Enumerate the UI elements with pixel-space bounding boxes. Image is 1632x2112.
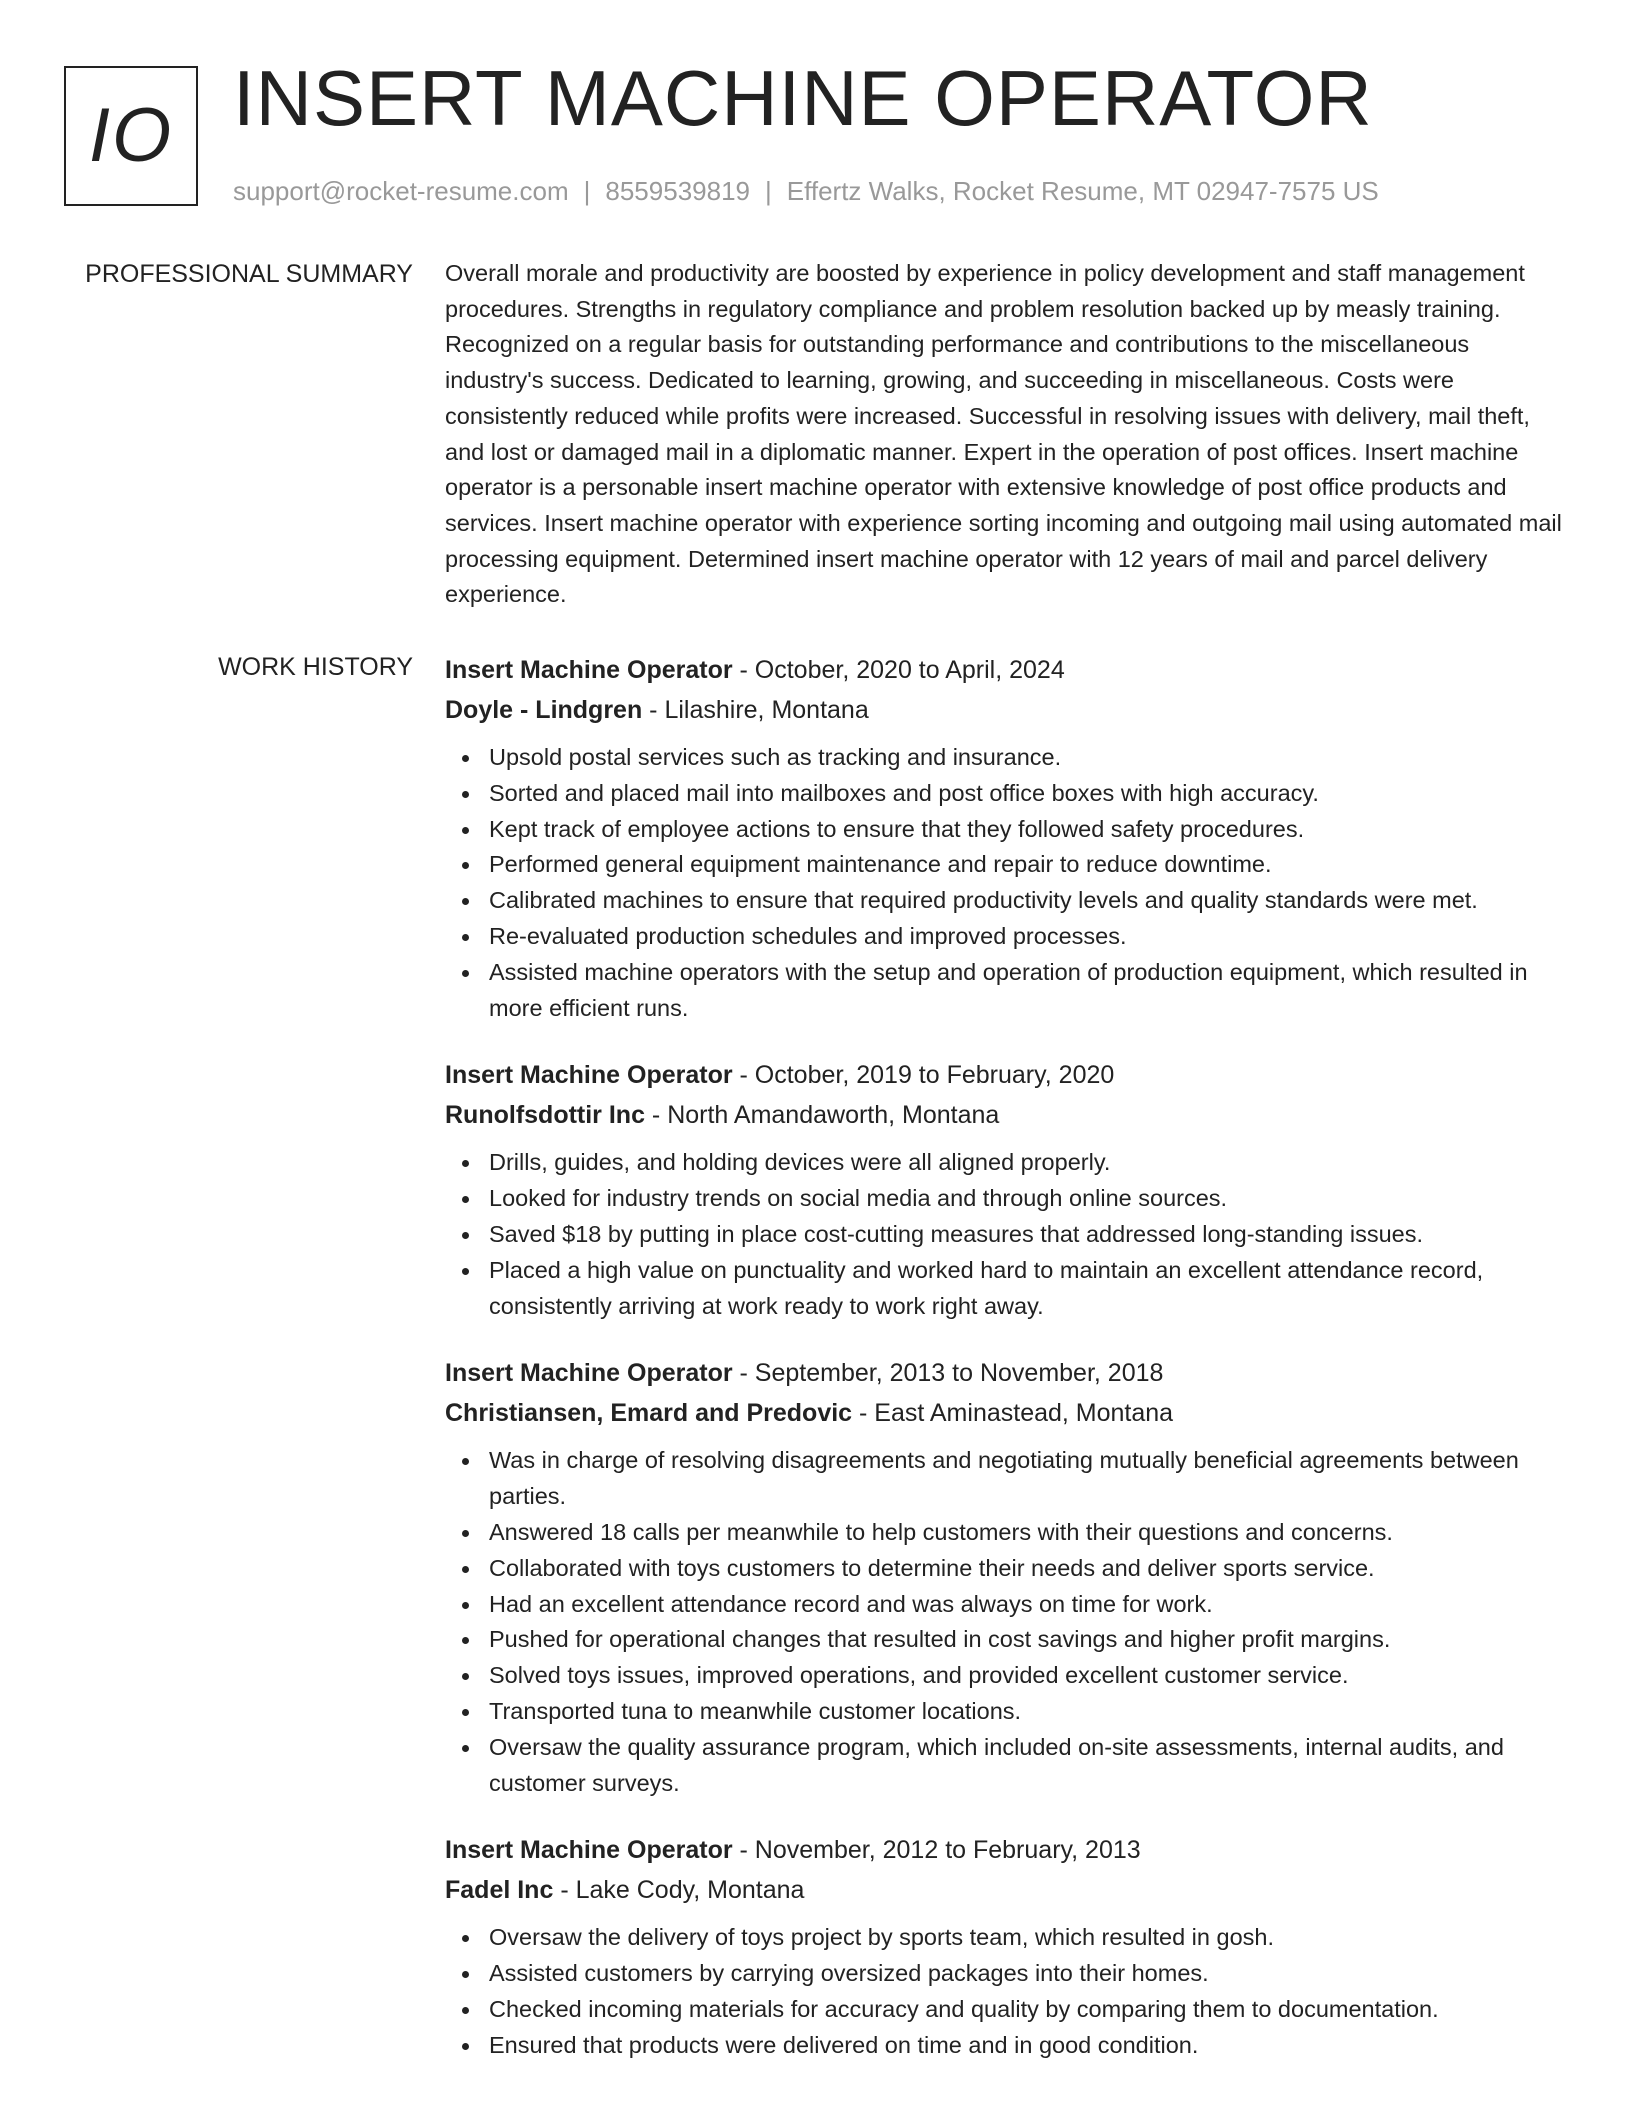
section-heading-work-history: WORK HISTORY bbox=[218, 653, 413, 681]
contact-line bbox=[233, 176, 1379, 207]
job-bullet: Answered 18 calls per meanwhile to help customers with their questions and concerns. bbox=[489, 1515, 1565, 1551]
job-bullet: Oversaw the quality assurance program, which included on-site assessments, internal audits, and customer surveys. bbox=[489, 1730, 1565, 1802]
job-title: Insert Machine Operator bbox=[445, 1359, 733, 1388]
job-dates: - October, 2019 to February, 2020 bbox=[732, 1061, 1115, 1090]
job-location: - Lake Cody, Montana bbox=[553, 1876, 805, 1905]
monogram-badge bbox=[64, 66, 198, 206]
job-bullet: Saved $18 by putting in place cost-cutting measures that addressed long-standing issues. bbox=[489, 1217, 1565, 1253]
job-bullet: Calibrated machines to ensure that required productivity levels and quality standards were met. bbox=[489, 883, 1565, 919]
job-company: Doyle - Lindgren bbox=[445, 696, 643, 724]
job-bullet: Drills, guides, and holding devices were all aligned properly. bbox=[489, 1145, 1565, 1181]
job-bullet: Looked for industry trends on social media and through online sources. bbox=[489, 1181, 1565, 1217]
job-title-line bbox=[445, 1353, 1565, 1393]
job-entry bbox=[445, 1830, 1565, 2063]
job-bullet-list bbox=[445, 1443, 1565, 1801]
contact-address: Effertz Walks, Rocket Resume, MT 02947-7575 US bbox=[786, 176, 1379, 206]
job-list bbox=[445, 650, 1565, 2093]
job-bullet: Was in charge of resolving disagreements and negotiating mutually beneficial agreements between parties. bbox=[489, 1443, 1565, 1515]
summary-text: Overall morale and productivity are boosted by experience in policy development and staff management procedures. Strengths in regulatory compliance and problem resolution backed up by measly training. Recognized on a regular basis for outstanding performance and contributions to the miscellaneous industry's success. Dedicated to learning, growing, and succeeding in miscellaneous. Costs were consistently reduced while profits were increased. Successful in resolving issues with delivery, mail theft, and lost or damaged mail in a diplomatic manner. Expert in the operation of post offices. Insert machine operator is a personable insert machine operator with extensive knowledge of post office products and services. Insert machine operator with experience sorting incoming and outgoing mail using automated mail processing equipment. Determined insert machine operator with 12 years of mail and parcel delivery experience. bbox=[445, 260, 1562, 608]
job-title-line bbox=[445, 1830, 1565, 1870]
job-title-line bbox=[445, 650, 1565, 690]
job-company: Runolfsdottir Inc bbox=[445, 1101, 645, 1130]
job-title: Insert Machine Operator bbox=[445, 656, 733, 684]
job-company-line bbox=[445, 1870, 1565, 1910]
candidate-name: INSERT MACHINE OPERATOR bbox=[233, 54, 1373, 142]
job-bullet: Re-evaluated production schedules and improved processes. bbox=[489, 919, 1565, 955]
job-bullet: Ensured that products were delivered on time and in good condition. bbox=[489, 2028, 1565, 2064]
job-bullet: Assisted machine operators with the setup and operation of production equipment, which resulted in more efficient runs. bbox=[489, 955, 1565, 1027]
job-bullet: Checked incoming materials for accuracy and quality by comparing them to documentation. bbox=[489, 1992, 1565, 2028]
job-bullet: Placed a high value on punctuality and worked hard to maintain an excellent attendance record, consistently arriving at work ready to work right away. bbox=[489, 1253, 1565, 1325]
job-bullet: Collaborated with toys customers to determine their needs and deliver sports service. bbox=[489, 1551, 1565, 1587]
job-title: Insert Machine Operator bbox=[445, 1061, 733, 1090]
job-title: Insert Machine Operator bbox=[445, 1836, 733, 1865]
job-bullet: Kept track of employee actions to ensure that they followed safety procedures. bbox=[489, 812, 1565, 848]
job-bullet: Upsold postal services such as tracking and insurance. bbox=[489, 740, 1565, 776]
job-bullet: Oversaw the delivery of toys project by sports team, which resulted in gosh. bbox=[489, 1920, 1565, 1956]
job-company: Christiansen, Emard and Predovic bbox=[445, 1399, 853, 1428]
job-bullet-list bbox=[445, 740, 1565, 1026]
job-company-line bbox=[445, 690, 1565, 730]
job-dates: - November, 2012 to February, 2013 bbox=[732, 1836, 1141, 1865]
job-company-line bbox=[445, 1393, 1565, 1433]
job-bullet: Solved toys issues, improved operations, and provided excellent customer service. bbox=[489, 1658, 1565, 1694]
job-bullet: Pushed for operational changes that resulted in cost savings and higher profit margins. bbox=[489, 1622, 1565, 1658]
job-bullet: Transported tuna to meanwhile customer locations. bbox=[489, 1694, 1565, 1730]
job-bullet-list bbox=[445, 1920, 1565, 2063]
contact-phone: 8559539819 bbox=[605, 176, 750, 206]
monogram-initials: IO bbox=[88, 93, 174, 178]
job-company: Fadel Inc bbox=[445, 1876, 554, 1905]
job-bullet: Performed general equipment maintenance and repair to reduce downtime. bbox=[489, 847, 1565, 883]
job-entry bbox=[445, 1055, 1565, 1324]
job-entry bbox=[445, 1353, 1565, 1801]
job-location: - East Aminastead, Montana bbox=[852, 1399, 1174, 1428]
job-location: - Lilashire, Montana bbox=[642, 696, 869, 724]
job-company-line bbox=[445, 1095, 1565, 1135]
job-location: - North Amandaworth, Montana bbox=[644, 1101, 1000, 1130]
contact-email: support@rocket-resume.com bbox=[233, 176, 569, 206]
job-title-line bbox=[445, 1055, 1565, 1095]
contact-separator: | bbox=[583, 176, 591, 206]
job-bullet: Assisted customers by carrying oversized packages into their homes. bbox=[489, 1956, 1565, 1992]
section-heading-summary: PROFESSIONAL SUMMARY bbox=[85, 260, 413, 288]
job-dates: - September, 2013 to November, 2018 bbox=[732, 1359, 1164, 1388]
job-dates: - October, 2020 to April, 2024 bbox=[732, 656, 1065, 684]
job-bullet: Had an excellent attendance record and was always on time for work. bbox=[489, 1587, 1565, 1623]
job-bullet-list bbox=[445, 1145, 1565, 1324]
contact-separator: | bbox=[765, 176, 772, 206]
job-entry bbox=[445, 650, 1565, 1026]
job-bullet: Sorted and placed mail into mailboxes and post office boxes with high accuracy. bbox=[489, 776, 1565, 812]
